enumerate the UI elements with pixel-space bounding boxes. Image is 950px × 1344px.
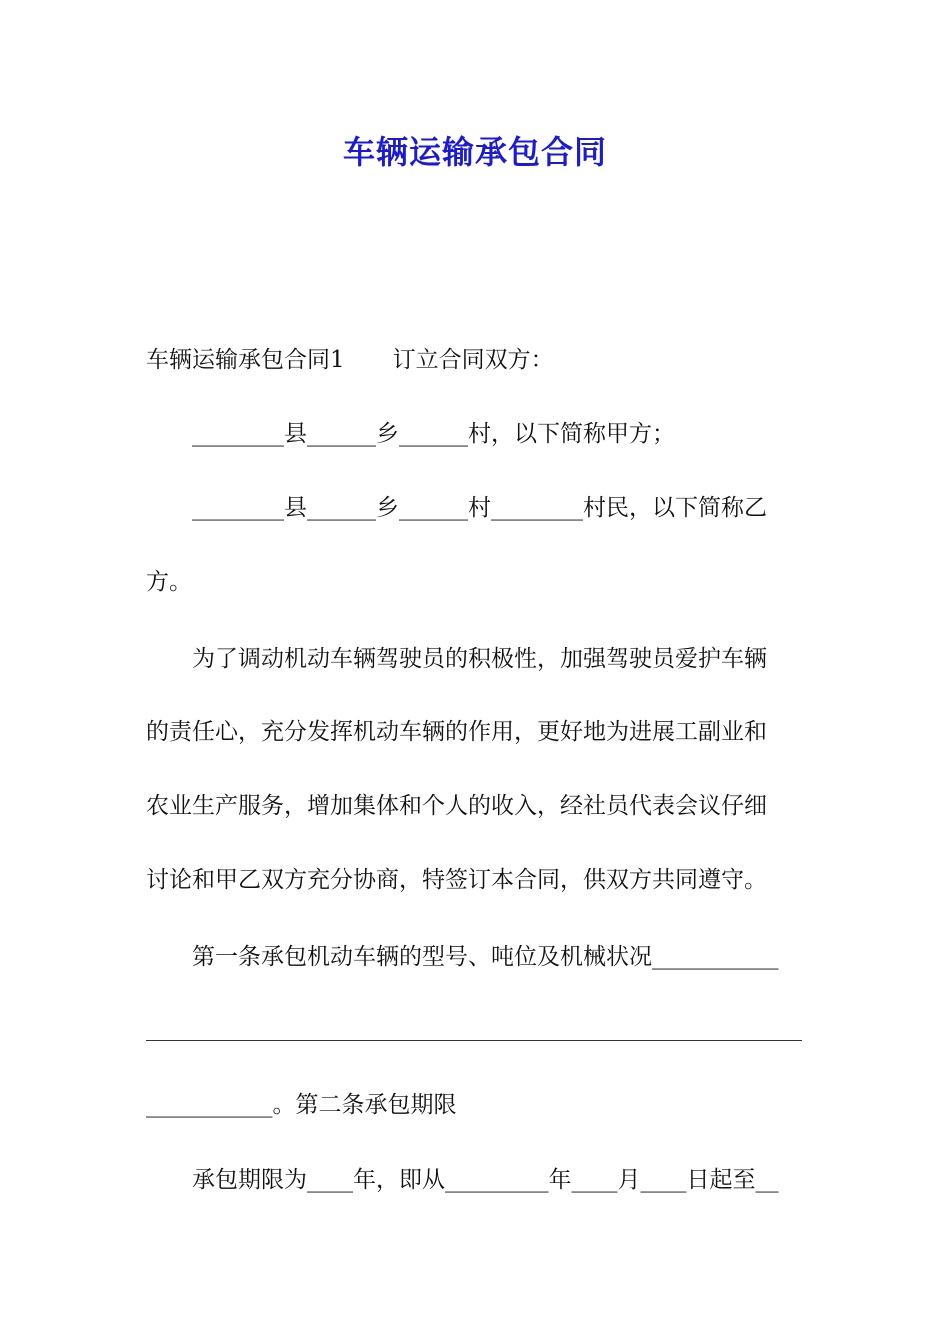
paragraph-line: 农业生产服务，增加集体和个人的收入，经社员代表会议仔细	[146, 793, 767, 819]
parties-label: 订立合同双方：	[392, 347, 554, 373]
paragraph-line: 的责任心，充分发挥机动车辆的作用，更好地为进展工副业和	[146, 719, 767, 745]
document-title: 车辆运输承包合同	[342, 133, 607, 171]
paragraph-line: 为了调动机动车辆驾驶员的积极性，加强驾驶员爱护车辆	[192, 646, 767, 672]
party-b-line-cont: 方。	[146, 569, 192, 595]
article-two-line: ___________。第二条承包期限	[146, 1092, 457, 1118]
paragraph-line: 讨论和甲乙双方充分协商，特签订本合同，供双方共同遵守。	[146, 867, 767, 893]
contract-heading-line	[146, 343, 806, 377]
blank-fill-rule	[146, 1040, 802, 1041]
article-one-line: 第一条承包机动车辆的型号、吨位及机械状况___________	[192, 944, 779, 970]
party-a-line: ________县______乡______村，以下简称甲方；	[192, 421, 675, 447]
party-b-line: ________县______乡______村________村民，以下简称乙	[192, 495, 767, 521]
contract-number: 车辆运输承包合同1	[146, 347, 345, 373]
term-line: 承包期限为____年，即从_________年____月____日起至__	[192, 1167, 779, 1193]
